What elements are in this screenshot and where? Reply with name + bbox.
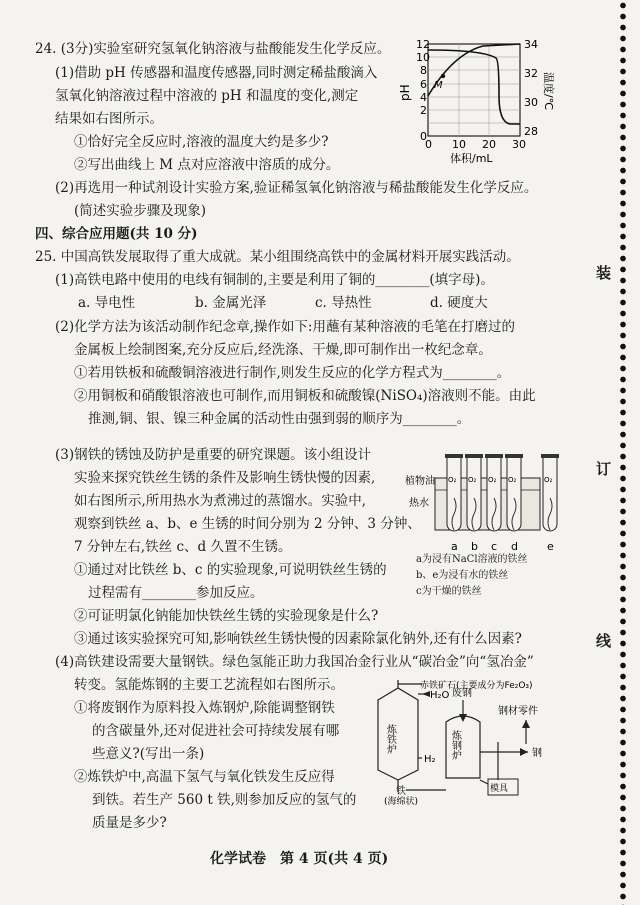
steelmaking-furnace-char: 炼钢炉	[449, 730, 461, 760]
ph-tick: 2	[420, 104, 427, 117]
q25-line: 如右图所示,所用热水为煮沸过的蒸馏水。实验中,	[74, 493, 367, 509]
q25-line: ②炼铁炉中,高温下氢气与氧化铁发生反应得	[74, 769, 335, 785]
temp-axis-label: 温度/℃	[542, 72, 555, 111]
q24-line5: ①恰好完全反应时,溶液的温度大约是多少?	[74, 134, 329, 150]
ph-tick: 4	[420, 91, 427, 104]
q25-line: ①通过对比铁丝 b、c 的实验现象,可说明铁丝生锈的	[74, 562, 387, 578]
steel-label: 钢	[532, 748, 542, 759]
q25-line1: 25. 中国高铁发展取得了重大成就。某小组围绕高铁中的金属材料开展实践活动。	[35, 249, 520, 265]
ph-temp-chart	[398, 36, 558, 166]
ironmaking-furnace-char: 炼铁炉	[384, 724, 396, 754]
hydrogen-steelmaking-flow	[350, 680, 580, 805]
q25-line: 7 分钟左右,铁丝 c、d 久置不生锈。	[74, 539, 292, 555]
q25-part1: (1)高铁电路中使用的电线有铜制的,主要是利用了铜的________(填字母)。	[55, 272, 494, 288]
tube-letter: b	[471, 540, 478, 553]
q24-line3: 氢氧化钠溶液过程中溶液的 pH 和温度的变化,测定	[55, 88, 359, 104]
ph-tick: 6	[420, 78, 427, 91]
tube-letter: a	[451, 540, 458, 553]
option-c: c. 导热性	[315, 295, 372, 311]
ph-tick: 8	[420, 64, 427, 77]
binding-mark-zhuang: 装	[596, 264, 612, 282]
oxygen-label: O₂	[544, 476, 553, 484]
oxygen-label: O₂	[488, 476, 497, 484]
q25-part3: (3)钢铁的锈蚀及防护是重要的研究课题。该小组设计	[55, 447, 372, 463]
q24-line1: 24. (3分)实验室研究氢氧化钠溶液与盐酸能发生化学反应。	[35, 41, 391, 57]
ph-axis-label: pH	[398, 84, 412, 101]
q25-line: ②可证明氯化钠能加快铁丝生锈的实验现象是什么?	[74, 608, 379, 624]
tube-letter: e	[547, 540, 554, 553]
figure-caption-2: b、e为浸有水的铁丝	[416, 570, 509, 581]
q25-line: 转变。氢能炼钢的主要工艺流程如右图所示。	[74, 677, 344, 693]
binding-dots	[618, 0, 628, 905]
q25-line: ③通过该实验探究可知,影响铁丝生锈快慢的因素除氯化钠外,还有什么因素?	[74, 631, 522, 647]
q24-line6: ②写出曲线上 M 点对应溶液中溶质的成分。	[74, 157, 340, 173]
tube-letter: c	[491, 540, 498, 553]
figure-caption-1: a为浸有NaCl溶液的铁丝	[416, 554, 528, 565]
oxygen-label: O₂	[468, 476, 477, 484]
binding-mark-ding: 订	[596, 460, 612, 478]
sponge-label: (海绵状)	[384, 797, 419, 805]
q24-line2: (1)借助 pH 传感器和温度传感器,同时测定稀盐酸滴入	[55, 65, 378, 81]
q25-line: ①将废钢作为原料投入炼钢炉,除能调整钢铁	[74, 700, 335, 716]
option-a: a. 导电性	[78, 295, 136, 311]
volume-tick: 10	[452, 138, 466, 151]
ph-tick: 0	[420, 130, 427, 143]
tube-letter: d	[511, 540, 518, 553]
steel-parts-label: 钢材零件	[498, 706, 538, 717]
q25-line: 到铁。若生产 560 t 铁,则参加反应的氢气的	[92, 792, 357, 808]
oxygen-label: O₂	[508, 476, 517, 484]
q25-line: 推测,铜、银、镍三种金属的活动性由强到弱的顺序为________。	[88, 411, 471, 427]
binding-mark-xian: 线	[596, 632, 612, 650]
q25-line: 的含碳量外,还对促进社会可持续发展有哪	[92, 723, 340, 739]
q25-line: 实验来探究铁丝生锈的条件及影响生锈快慢的因素,	[74, 470, 376, 486]
hot-water-label: 热水	[409, 498, 429, 509]
temp-tick: 30	[524, 96, 538, 109]
temp-tick: 28	[524, 125, 538, 138]
q25-line: 些意义?(写出一条)	[92, 746, 205, 762]
section-heading: 四、综合应用题(共 10 分)	[35, 226, 198, 242]
mold-label: 模具	[490, 784, 509, 794]
water-out-label: H₂O	[430, 690, 450, 701]
ph-tick: 12	[416, 38, 430, 51]
scrap-label: 废钢	[452, 688, 472, 699]
q24-line4: 结果如右图所示。	[55, 111, 163, 127]
volume-axis-label: 体积/mL	[450, 152, 493, 165]
q25-part2: (2)化学方法为该活动制作纪念章,操作如下:用蘸有某种溶液的毛笔在打磨过的	[55, 319, 515, 335]
q24-line7: (2)再选用一种试剂设计实验方案,验证稀氢氧化钠溶液与稀盐酸能发生化学反应。	[55, 180, 538, 196]
option-b: b. 金属光泽	[195, 295, 267, 311]
oil-label: 植物油	[405, 476, 435, 487]
point-m-label: M	[434, 80, 443, 91]
q24-line8: (简述实验步骤及现象)	[74, 203, 207, 219]
figure-caption-3: c为干燥的铁丝	[416, 586, 482, 597]
option-d: d. 硬度大	[430, 295, 488, 311]
temp-tick: 34	[524, 38, 538, 51]
volume-tick: 20	[482, 138, 496, 151]
q25-line: ②用铜板和硝酸银溶液也可制作,而用铜板和硫酸镍(NiSO₄)溶液则不能。由此	[74, 388, 536, 404]
q25-line: 金属板上绘制图案,充分反应后,经洗涤、干燥,即可制作出一枚纪念章。	[74, 342, 492, 358]
ph-tick: 10	[416, 51, 430, 64]
volume-tick: 30	[512, 138, 526, 151]
q25-line: ①若用铁板和硫酸铜溶液进行制作,则发生反应的化学方程式为________。	[74, 365, 511, 381]
q25-line: 过程需有________参加反应。	[88, 585, 264, 601]
hydrogen-in-label: H₂	[424, 754, 436, 765]
iron-label: 铁	[396, 786, 406, 797]
ore-label: 赤铁矿石(主要成分为Fe₂O₃)	[420, 681, 533, 691]
oxygen-label: O₂	[448, 476, 457, 484]
q25-part4: (4)高铁建设需要大量钢铁。绿色氢能正助力我国冶金行业从“碳冶金”向“氢冶金”	[55, 654, 534, 670]
temp-tick: 32	[524, 67, 538, 80]
page-footer: 化学试卷 第 4 页(共 4 页)	[210, 851, 389, 867]
q25-line: 质量是多少?	[92, 815, 167, 831]
q25-line: 观察到铁丝 a、b、e 生锈的时间分别为 2 分钟、3 分钟、	[74, 516, 421, 532]
volume-tick: 0	[425, 138, 432, 151]
